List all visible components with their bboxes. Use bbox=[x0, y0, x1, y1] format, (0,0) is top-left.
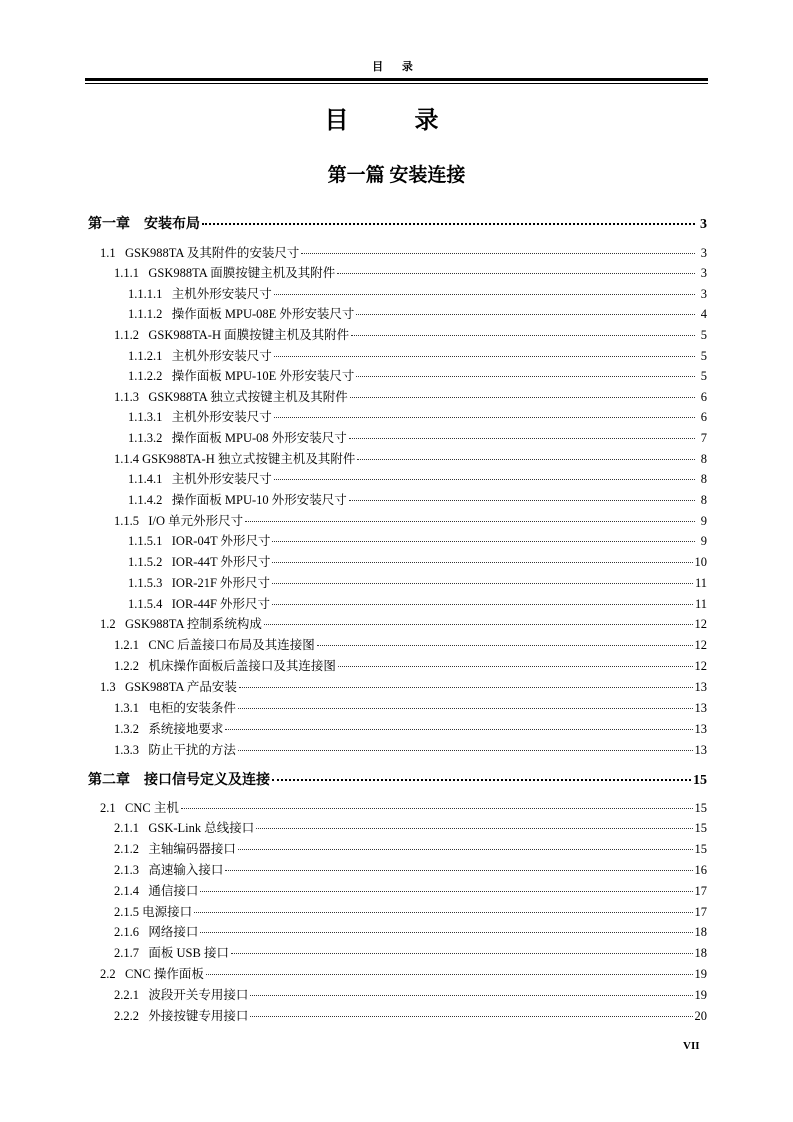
toc-entry-page: 9 bbox=[700, 514, 707, 528]
toc-entry[interactable] bbox=[114, 922, 707, 940]
toc-chapter-entry[interactable] bbox=[88, 213, 707, 233]
toc-entry-page: 13 bbox=[694, 743, 707, 757]
toc-entry-title: 1.1.1.2 操作面板 MPU-08E 外形安装尺寸 bbox=[128, 307, 355, 321]
toc-entry[interactable] bbox=[114, 839, 707, 857]
toc-entry-title: 2.1.7 面板 USB 接口 bbox=[114, 946, 229, 960]
toc-entry-title: 1.1.4.1 主机外形安装尺寸 bbox=[128, 472, 272, 486]
toc-entry-title: 1.1.5.1 IOR-04T 外形尺寸 bbox=[128, 534, 271, 548]
toc-leader-dots bbox=[206, 974, 693, 975]
toc-entry[interactable] bbox=[114, 740, 707, 758]
toc-entry-title: 1.1.1 GSK988TA 面膜按键主机及其附件 bbox=[114, 266, 336, 280]
toc-leader-dots bbox=[274, 479, 695, 480]
toc-leader-dots bbox=[349, 438, 695, 439]
toc-leader-dots bbox=[264, 624, 693, 625]
toc-entry[interactable] bbox=[128, 304, 707, 322]
toc-entry-title: 1.3.2 系统接地要求 bbox=[114, 722, 224, 736]
toc-leader-dots bbox=[238, 708, 693, 709]
toc-leader-dots bbox=[231, 953, 693, 954]
toc-leader-dots bbox=[337, 273, 695, 274]
toc-entry[interactable] bbox=[128, 552, 707, 570]
toc-entry-page: 9 bbox=[700, 534, 707, 548]
toc-entry[interactable] bbox=[128, 490, 707, 508]
toc-leader-dots bbox=[351, 335, 695, 336]
toc-chapter-entry[interactable] bbox=[88, 769, 707, 789]
toc-entry-title: 1.1.3 GSK988TA 独立式按键主机及其附件 bbox=[114, 390, 348, 404]
toc-entry-page: 12 bbox=[694, 638, 707, 652]
toc-leader-dots bbox=[256, 828, 692, 829]
toc-entry-page: 15 bbox=[693, 773, 707, 788]
toc-entry[interactable] bbox=[128, 428, 707, 446]
toc-entry-page: 19 bbox=[694, 988, 707, 1002]
toc-entry-page: 11 bbox=[694, 576, 707, 590]
toc-leader-dots bbox=[239, 687, 693, 688]
toc-entry-title: 1.1.5.3 IOR-21F 外形尺寸 bbox=[128, 576, 271, 590]
toc-leader-dots bbox=[356, 376, 695, 377]
toc-entry[interactable] bbox=[114, 511, 707, 529]
toc-entry-title: 1.1.1.1 主机外形安装尺寸 bbox=[128, 287, 272, 301]
toc-entry-page: 20 bbox=[694, 1009, 707, 1023]
toc-entry[interactable] bbox=[114, 387, 707, 405]
toc-leader-dots bbox=[245, 521, 695, 522]
toc-entry[interactable] bbox=[100, 798, 707, 816]
toc-leader-dots bbox=[357, 459, 695, 460]
toc-leader-dots bbox=[274, 294, 695, 295]
page-number: VII bbox=[683, 1040, 700, 1052]
toc-entry-page: 13 bbox=[694, 680, 707, 694]
running-header: 目 录 bbox=[372, 61, 421, 73]
toc-entry[interactable] bbox=[128, 594, 707, 612]
toc-entry-page: 6 bbox=[700, 410, 707, 424]
toc-entry-title: 2.1.5 电源接口 bbox=[114, 905, 193, 919]
toc-entry-title: 1.1.2.2 操作面板 MPU-10E 外形安装尺寸 bbox=[128, 369, 355, 383]
toc-entry[interactable] bbox=[114, 902, 707, 920]
toc-leader-dots bbox=[238, 750, 693, 751]
toc-leader-dots bbox=[272, 779, 691, 781]
toc-entry-page: 3 bbox=[700, 287, 707, 301]
toc-entry-page: 5 bbox=[700, 349, 707, 363]
toc-entry-page: 15 bbox=[694, 821, 707, 835]
toc-entry-page: 17 bbox=[694, 884, 707, 898]
toc-leader-dots bbox=[181, 808, 693, 809]
toc-entry-page: 3 bbox=[700, 246, 707, 260]
toc-entry-page: 17 bbox=[694, 905, 707, 919]
part-title: 第一篇 安装连接 bbox=[327, 165, 466, 186]
toc-entry[interactable] bbox=[128, 573, 707, 591]
toc-entry[interactable] bbox=[100, 243, 707, 261]
toc-entry[interactable] bbox=[100, 677, 707, 695]
toc-leader-dots bbox=[225, 870, 692, 871]
toc-entry-page: 7 bbox=[700, 431, 707, 445]
toc-entry-title: 1.1.3.1 主机外形安装尺寸 bbox=[128, 410, 272, 424]
toc-entry-page: 8 bbox=[700, 452, 707, 466]
toc-entry-page: 16 bbox=[694, 863, 707, 877]
toc-entry[interactable] bbox=[128, 469, 707, 487]
toc-entry[interactable] bbox=[128, 366, 707, 384]
toc-entry-page: 11 bbox=[694, 597, 707, 611]
toc-entry-title: 1.3.3 防止干扰的方法 bbox=[114, 743, 236, 757]
toc-entry[interactable] bbox=[114, 1006, 707, 1024]
toc-entry-title: 第二章 接口信号定义及连接 bbox=[88, 773, 270, 788]
toc-entry[interactable] bbox=[114, 985, 707, 1003]
toc-entry-title: 2.1.2 主轴编码器接口 bbox=[114, 842, 236, 856]
toc-entry-title: 第一章 安装布局 bbox=[88, 217, 200, 232]
toc-leader-dots bbox=[338, 666, 693, 667]
toc-entry-page: 5 bbox=[700, 328, 707, 342]
toc-entry-title: 1.2.1 CNC 后盖接口布局及其连接图 bbox=[114, 638, 315, 652]
toc-entry-title: 2.1.3 高速输入接口 bbox=[114, 863, 224, 877]
toc-entry-title: 1.3 GSK988TA 产品安装 bbox=[100, 680, 237, 694]
toc-leader-dots bbox=[272, 604, 693, 605]
toc-leader-dots bbox=[200, 932, 692, 933]
toc-entry[interactable] bbox=[114, 325, 707, 343]
toc-leader-dots bbox=[356, 314, 695, 315]
toc-entry-page: 3 bbox=[700, 217, 707, 232]
toc-entry[interactable] bbox=[114, 818, 707, 836]
toc-entry[interactable] bbox=[128, 346, 707, 364]
toc-entry-title: 1.3.1 电柜的安装条件 bbox=[114, 701, 236, 715]
toc-leader-dots bbox=[202, 223, 695, 225]
toc-entry[interactable] bbox=[100, 964, 707, 982]
toc-leader-dots bbox=[272, 541, 695, 542]
toc-entry-page: 18 bbox=[694, 946, 707, 960]
toc-leader-dots bbox=[317, 645, 693, 646]
toc-leader-dots bbox=[272, 583, 693, 584]
toc-entry[interactable] bbox=[114, 656, 707, 674]
toc-entry-page: 5 bbox=[700, 369, 707, 383]
toc-entry-title: 1.1.5 I/O 单元外形尺寸 bbox=[114, 514, 244, 528]
toc-entry[interactable] bbox=[114, 263, 707, 281]
toc-entry[interactable] bbox=[114, 881, 707, 899]
toc-leader-dots bbox=[200, 891, 692, 892]
toc-entry-page: 13 bbox=[694, 701, 707, 715]
toc-entry-title: 1.1.2 GSK988TA-H 面膜按键主机及其附件 bbox=[114, 328, 350, 342]
toc-entry-page: 13 bbox=[694, 722, 707, 736]
toc-entry-title: 1.1.4 GSK988TA-H 独立式按键主机及其附件 bbox=[114, 452, 356, 466]
toc-entry-title: 2.1 CNC 主机 bbox=[100, 801, 179, 815]
toc-leader-dots bbox=[349, 500, 695, 501]
toc-entry-title: 1.1.4.2 操作面板 MPU-10 外形安装尺寸 bbox=[128, 493, 347, 507]
toc-leader-dots bbox=[301, 253, 695, 254]
toc-leader-dots bbox=[225, 729, 692, 730]
toc-entry[interactable] bbox=[128, 407, 707, 425]
toc-entry-title: 2.2.2 外接按键专用接口 bbox=[114, 1009, 249, 1023]
toc-entry-title: 1.1.5.4 IOR-44F 外形尺寸 bbox=[128, 597, 271, 611]
toc-entry[interactable] bbox=[114, 449, 707, 467]
toc-entry-title: 2.2 CNC 操作面板 bbox=[100, 967, 204, 981]
toc-leader-dots bbox=[274, 356, 695, 357]
toc-entry-title: 1.1 GSK988TA 及其附件的安装尺寸 bbox=[100, 246, 300, 260]
toc-entry-page: 10 bbox=[694, 555, 707, 569]
toc-entry-title: 2.1.1 GSK-Link 总线接口 bbox=[114, 821, 255, 835]
toc-leader-dots bbox=[272, 562, 692, 563]
toc-entry-title: 2.2.1 波段开关专用接口 bbox=[114, 988, 249, 1002]
toc-entry-title: 1.1.2.1 主机外形安装尺寸 bbox=[128, 349, 272, 363]
toc-entry[interactable] bbox=[128, 531, 707, 549]
toc-entry-page: 12 bbox=[694, 659, 707, 673]
toc-entry-page: 8 bbox=[700, 493, 707, 507]
toc-leader-dots bbox=[250, 995, 692, 996]
toc-leader-dots bbox=[194, 912, 692, 913]
toc-leader-dots bbox=[250, 1016, 692, 1017]
toc-leader-dots bbox=[238, 849, 693, 850]
toc-entry-title: 2.1.4 通信接口 bbox=[114, 884, 199, 898]
toc-entry[interactable] bbox=[114, 943, 707, 961]
toc-entry[interactable] bbox=[114, 719, 707, 737]
toc-entry[interactable] bbox=[114, 635, 707, 653]
toc-entry-title: 1.1.5.2 IOR-44T 外形尺寸 bbox=[128, 555, 271, 569]
toc-entry-page: 18 bbox=[694, 925, 707, 939]
toc-entry-page: 3 bbox=[700, 266, 707, 280]
toc-entry-page: 8 bbox=[700, 472, 707, 486]
toc-entry-page: 12 bbox=[694, 617, 707, 631]
toc-entry-page: 15 bbox=[694, 801, 707, 815]
toc-entry-page: 15 bbox=[694, 842, 707, 856]
toc-entry-title: 2.1.6 网络接口 bbox=[114, 925, 199, 939]
toc-entry-page: 6 bbox=[700, 390, 707, 404]
toc-entry-page: 4 bbox=[700, 307, 707, 321]
toc-entry[interactable] bbox=[114, 860, 707, 878]
toc-leader-dots bbox=[274, 417, 695, 418]
toc-entry-title: 1.2 GSK988TA 控制系统构成 bbox=[100, 617, 262, 631]
toc-leader-dots bbox=[350, 397, 695, 398]
toc-entry-title: 1.1.3.2 操作面板 MPU-08 外形安装尺寸 bbox=[128, 431, 347, 445]
toc-entry-title: 1.2.2 机床操作面板后盖接口及其连接图 bbox=[114, 659, 336, 673]
toc-entry[interactable] bbox=[100, 614, 707, 632]
toc-entry-page: 19 bbox=[694, 967, 707, 981]
page-title: 目 录 bbox=[324, 108, 469, 134]
toc-entry[interactable] bbox=[114, 698, 707, 716]
toc-entry[interactable] bbox=[128, 284, 707, 302]
